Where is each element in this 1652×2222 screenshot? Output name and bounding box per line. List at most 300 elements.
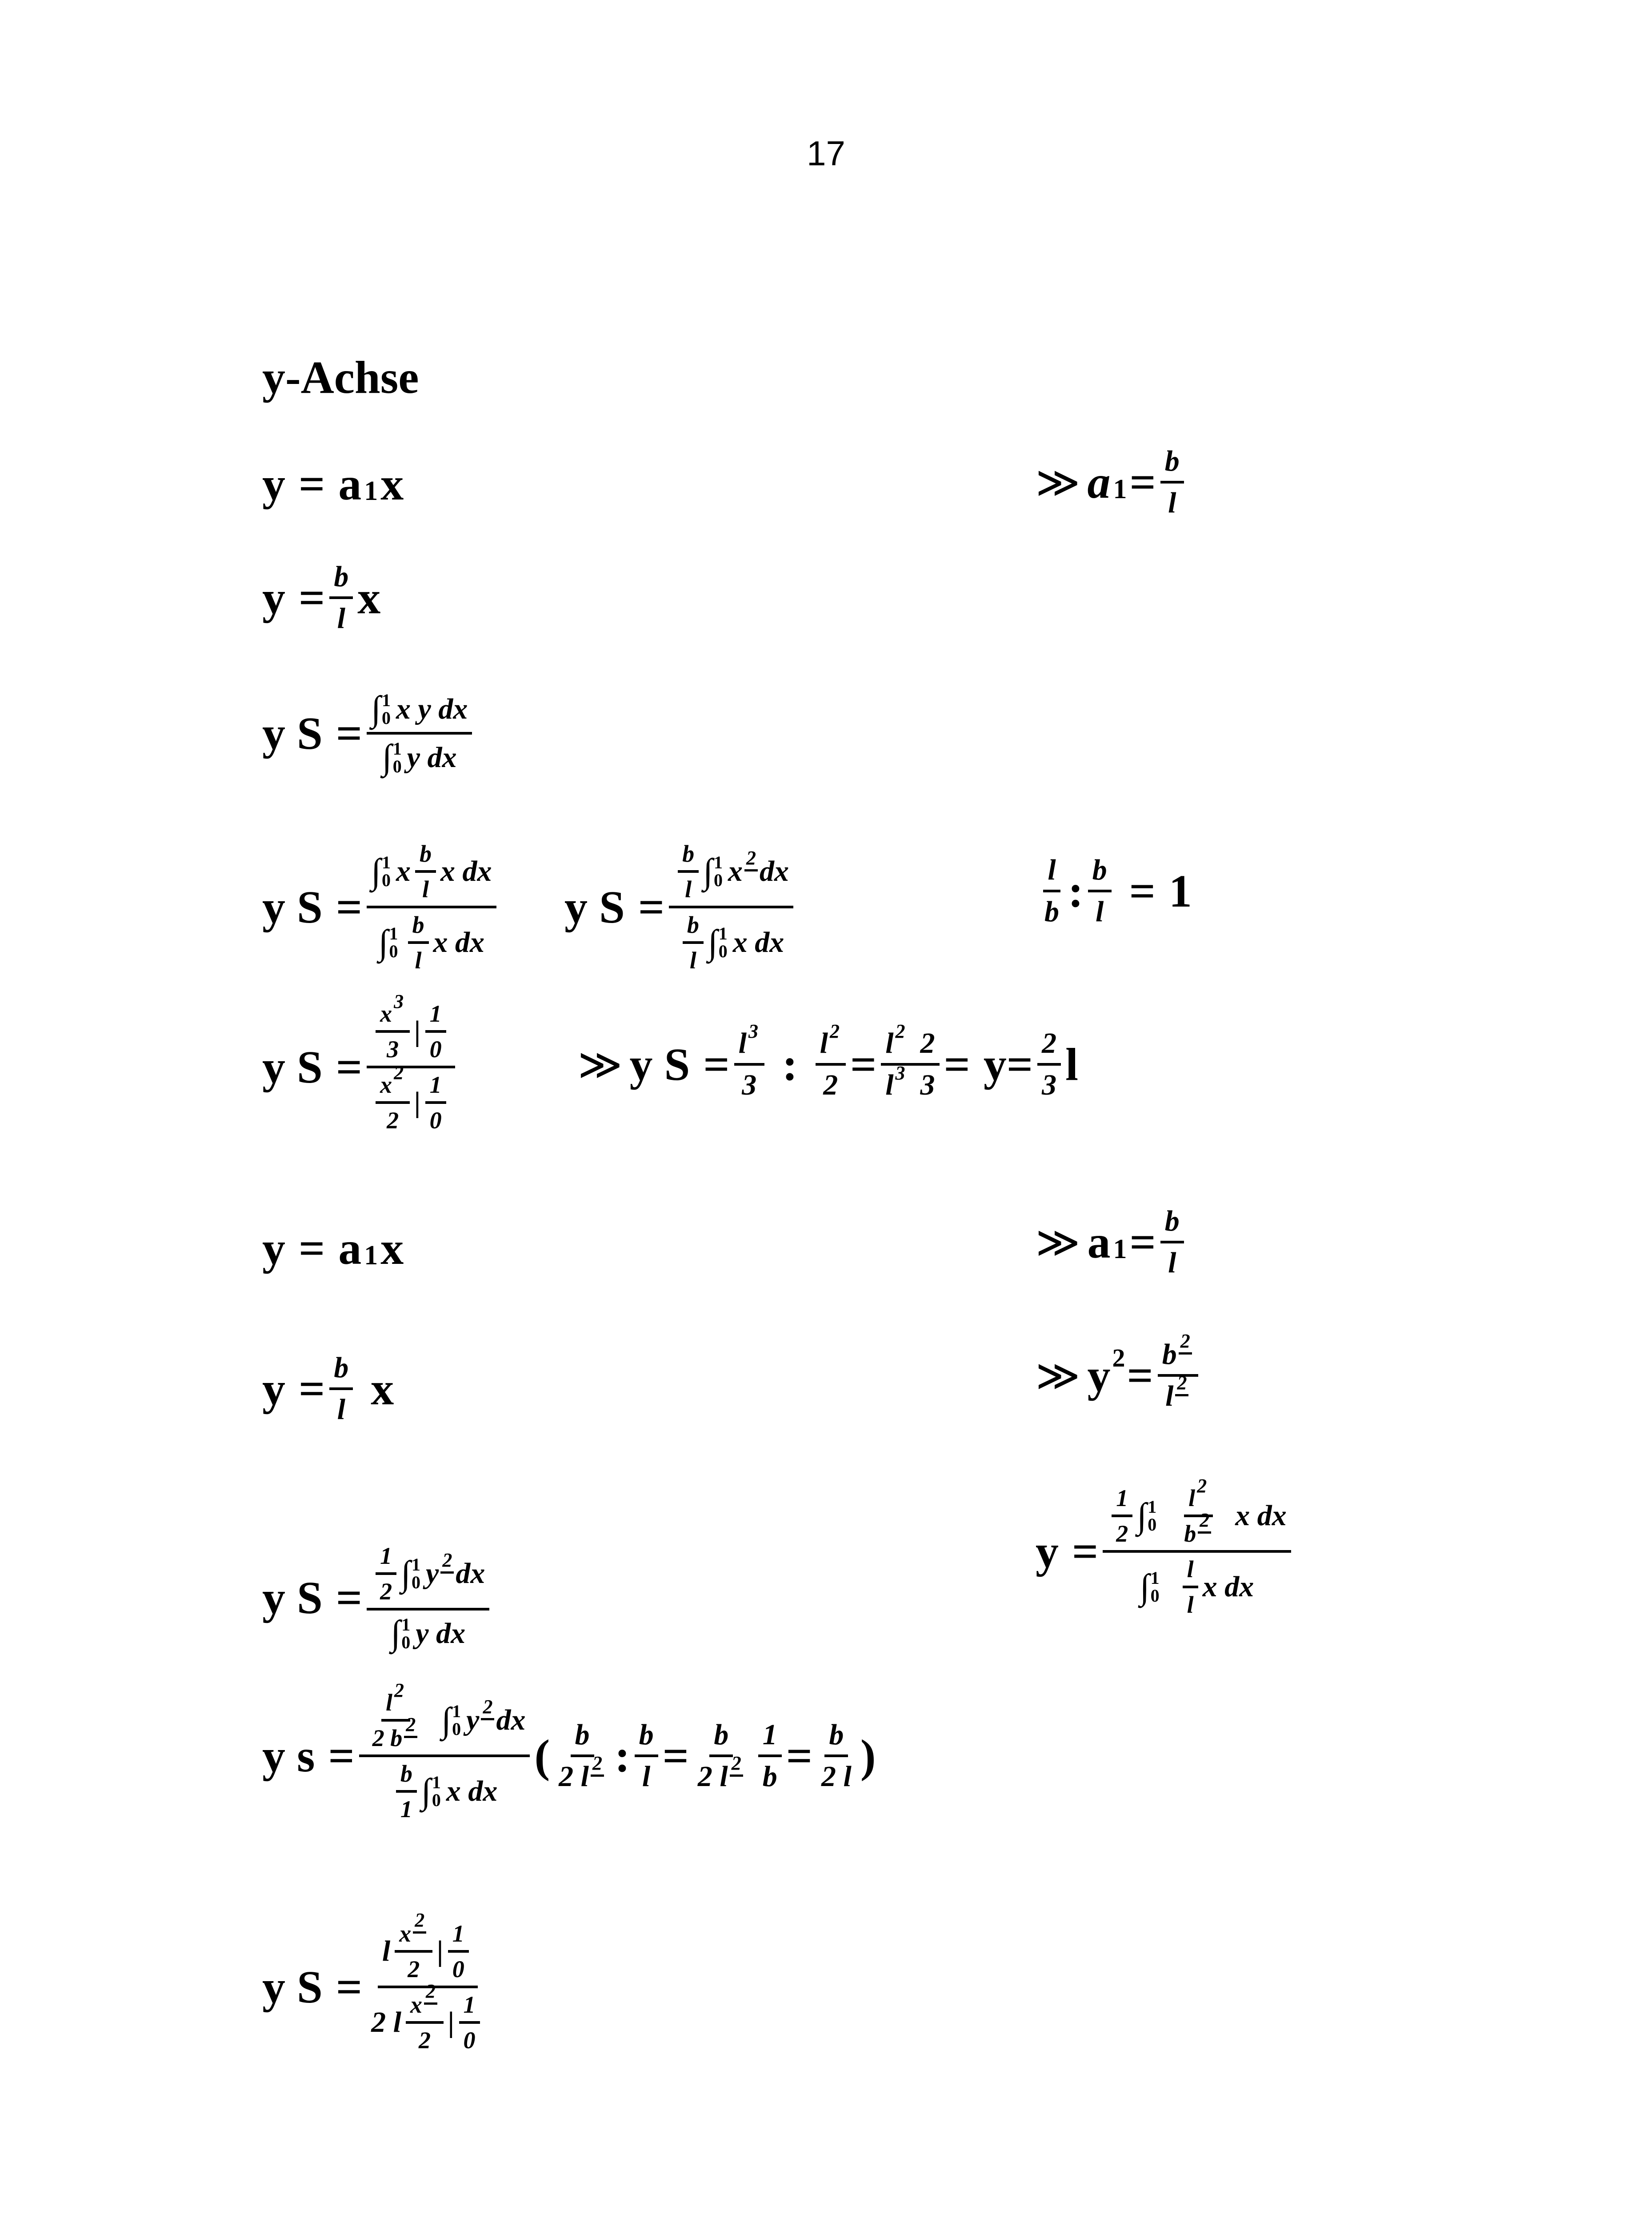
math-glyph: 1 <box>364 476 378 506</box>
math-glyph: b <box>709 1718 733 1757</box>
math-glyph: x dx <box>446 1775 498 1807</box>
math-glyph: 2 <box>591 1752 604 1777</box>
math-glyph <box>635 1718 658 1794</box>
equation-7-result <box>1036 1330 1203 1413</box>
math-glyph <box>448 1920 469 1983</box>
math-glyph <box>1088 853 1112 929</box>
math-glyph: 0 <box>401 1632 411 1652</box>
math-glyph <box>1112 1484 1132 1547</box>
math-glyph: b <box>683 911 704 944</box>
math-glyph: 0 <box>382 870 391 890</box>
math-glyph <box>412 1556 420 1591</box>
equation-1-result <box>1036 444 1188 520</box>
math-glyph <box>881 1020 939 1066</box>
math-glyph <box>669 840 793 974</box>
math-glyph: l <box>820 1027 828 1059</box>
math-glyph: ∫ <box>1140 1567 1150 1607</box>
math-glyph: = <box>299 459 325 510</box>
math-glyph: a <box>1087 1216 1111 1268</box>
math-glyph <box>693 1752 749 1794</box>
math-glyph: 0 <box>452 1956 464 1982</box>
math-glyph: 0 <box>452 1719 461 1739</box>
math-glyph: 1 <box>718 923 728 943</box>
math-glyph: b <box>1044 895 1059 928</box>
math-glyph: = <box>1129 1216 1156 1268</box>
math-glyph: 0 <box>389 941 398 961</box>
math-glyph: y <box>983 1039 1007 1090</box>
math-glyph: l <box>1065 1039 1078 1090</box>
math-glyph: a <box>338 1223 362 1274</box>
math-glyph: y <box>262 459 285 510</box>
math-glyph: l <box>1188 1485 1196 1511</box>
math-glyph <box>367 1909 488 2054</box>
math-glyph: y S <box>262 1041 323 1093</box>
math-glyph: b <box>635 1718 658 1757</box>
math-glyph: dx <box>496 1704 526 1736</box>
equation-6 <box>262 1222 404 1275</box>
math-glyph: y S <box>262 1572 323 1623</box>
math-glyph: 0 <box>382 707 391 728</box>
math-glyph <box>376 990 410 1063</box>
math-glyph: 2 <box>829 1020 840 1042</box>
math-glyph: 2 <box>1179 1330 1192 1355</box>
math-glyph: b <box>1162 1338 1177 1371</box>
math-glyph <box>881 1020 939 1102</box>
math-glyph: y S <box>629 1039 690 1090</box>
math-glyph: 2 <box>394 1061 404 1083</box>
math-glyph: 1 <box>1148 1497 1157 1517</box>
math-glyph: l <box>385 1689 392 1716</box>
math-glyph: 2 <box>1197 1475 1207 1497</box>
math-glyph: 1 <box>1150 1568 1160 1588</box>
math-glyph <box>406 1980 444 2054</box>
math-glyph: 2 <box>408 1956 420 1982</box>
math-glyph: 3 <box>1042 1069 1057 1101</box>
math-glyph: 2 <box>823 1069 838 1101</box>
math-glyph <box>367 840 496 974</box>
math-glyph: x y dx <box>396 692 468 725</box>
math-glyph <box>1103 1475 1291 1553</box>
math-glyph: 1 <box>1113 474 1127 504</box>
math-glyph: ≫ <box>1036 1219 1080 1266</box>
math-glyph: | <box>414 1086 421 1119</box>
math-glyph: 1 <box>382 690 391 710</box>
math-glyph: 2 <box>920 1027 935 1059</box>
math-glyph: y S <box>262 881 323 933</box>
math-glyph: x <box>399 1920 412 1947</box>
math-glyph: y s <box>262 1730 315 1782</box>
equation-5b <box>578 1020 1078 1102</box>
math-glyph <box>374 908 489 974</box>
math-glyph: l <box>689 947 696 974</box>
math-glyph <box>395 1909 432 1953</box>
math-glyph <box>386 1611 470 1654</box>
math-glyph: dx <box>456 1557 485 1590</box>
math-glyph <box>816 1020 846 1102</box>
math-glyph: 3 <box>394 990 404 1012</box>
math-glyph: 2 <box>744 847 758 871</box>
math-glyph: ∫ <box>703 851 713 891</box>
math-glyph: = <box>1129 456 1156 508</box>
math-glyph: x <box>728 855 743 887</box>
math-glyph: ∫ <box>371 851 381 891</box>
math-glyph <box>395 1909 432 1983</box>
math-glyph: 3 <box>895 1062 905 1084</box>
math-glyph <box>1158 1330 1198 1377</box>
math-glyph: ∫ <box>708 923 718 962</box>
math-glyph: x <box>380 1000 392 1027</box>
math-glyph: l <box>337 602 345 635</box>
math-glyph: x <box>371 1363 394 1415</box>
equation-4a <box>262 840 501 974</box>
math-glyph <box>758 1718 782 1794</box>
math-glyph: 2 <box>387 1107 399 1134</box>
math-glyph: 1 <box>392 738 402 759</box>
math-glyph: 0 <box>714 870 723 890</box>
math-glyph: ∫ <box>1137 1496 1147 1535</box>
math-glyph: ∫ <box>441 1700 452 1740</box>
math-glyph: a <box>1087 456 1111 508</box>
math-glyph <box>368 1679 424 1752</box>
math-glyph: 2 <box>895 1020 905 1042</box>
math-glyph <box>406 1980 444 2024</box>
equation-3 <box>262 689 476 778</box>
math-glyph: b <box>824 1718 848 1757</box>
math-glyph: 2 <box>730 1752 743 1777</box>
math-glyph: 3 <box>920 1069 935 1101</box>
math-glyph: l <box>642 1760 651 1793</box>
math-glyph: b <box>1160 1204 1184 1243</box>
math-glyph: | <box>414 1015 421 1047</box>
math-glyph: 2 l <box>559 1760 589 1793</box>
math-glyph: 2 <box>424 1980 437 2005</box>
math-glyph <box>408 911 429 974</box>
math-glyph: | <box>437 1935 444 1967</box>
math-glyph: 1 <box>758 1718 782 1757</box>
math-glyph: y dx <box>407 741 457 774</box>
math-glyph <box>432 1774 441 1809</box>
math-glyph: 2 <box>1112 1343 1125 1372</box>
equation-5a <box>262 990 460 1134</box>
math-glyph: y S <box>262 1961 323 2013</box>
math-glyph <box>452 1702 461 1738</box>
math-glyph <box>734 1020 764 1102</box>
math-glyph <box>881 1062 939 1102</box>
equation-2 <box>262 560 380 635</box>
math-glyph: l <box>685 876 692 903</box>
math-glyph: b <box>762 1760 777 1793</box>
math-glyph: y dx <box>416 1617 466 1650</box>
math-glyph <box>714 854 723 889</box>
math-glyph: 2 <box>394 1679 404 1701</box>
math-glyph <box>554 1752 610 1794</box>
math-glyph: 2 <box>481 1695 494 1720</box>
math-glyph: 1 <box>448 1920 469 1953</box>
equation-8b <box>1036 1475 1296 1619</box>
math-glyph: 3 <box>742 1069 757 1101</box>
math-glyph <box>393 740 402 775</box>
math-glyph <box>329 560 353 635</box>
math-glyph: = <box>1006 1039 1033 1090</box>
math-glyph <box>734 1020 764 1066</box>
math-glyph: 0 <box>392 756 402 776</box>
math-glyph: = <box>1129 865 1156 917</box>
math-glyph: x <box>380 1071 392 1098</box>
math-glyph <box>401 1616 410 1651</box>
math-glyph: = <box>299 1363 325 1415</box>
math-glyph: y <box>426 1557 439 1590</box>
math-glyph <box>1160 444 1184 520</box>
math-glyph: b <box>1184 1520 1196 1547</box>
math-glyph: 1 <box>432 1772 441 1792</box>
equation-1 <box>262 458 404 511</box>
math-glyph: 1 <box>400 1796 412 1822</box>
equation-6-result <box>1036 1204 1188 1280</box>
math-glyph <box>1180 1475 1217 1547</box>
math-glyph <box>1158 1330 1198 1413</box>
math-glyph: x dx <box>732 926 784 959</box>
math-glyph: y <box>262 1363 285 1415</box>
math-glyph: b <box>678 840 699 873</box>
math-glyph: : <box>782 1039 798 1090</box>
math-glyph: 1 <box>714 852 723 872</box>
math-glyph <box>367 840 496 908</box>
math-glyph: = <box>1072 1526 1099 1577</box>
math-glyph: l <box>415 947 422 974</box>
math-glyph: dx <box>760 855 789 887</box>
math-glyph: 1 <box>1113 1234 1127 1264</box>
math-glyph: ∫ <box>378 923 388 962</box>
math-glyph: 1 <box>412 1555 421 1575</box>
math-glyph: ∫ <box>421 1771 431 1811</box>
math-glyph <box>367 1542 489 1654</box>
math-glyph: x dx <box>440 855 492 887</box>
math-glyph <box>816 1020 846 1066</box>
math-glyph: ∫ <box>401 1554 411 1593</box>
math-glyph: x <box>396 855 411 887</box>
math-glyph <box>359 1679 530 1757</box>
math-glyph: 1 <box>425 1071 446 1104</box>
math-glyph: l <box>1043 853 1060 892</box>
math-glyph: 1 <box>364 1240 378 1271</box>
math-glyph <box>367 689 472 735</box>
math-glyph <box>1160 1204 1184 1280</box>
math-glyph: 1 <box>389 923 398 943</box>
equation-10 <box>262 1909 493 2054</box>
math-glyph: : <box>614 1730 630 1782</box>
equation-4b <box>564 840 798 974</box>
math-glyph <box>683 911 704 974</box>
math-glyph: = <box>336 707 363 759</box>
math-glyph <box>367 990 455 1068</box>
math-glyph: y <box>262 1223 285 1274</box>
math-glyph <box>415 840 436 903</box>
math-glyph: = <box>850 1039 877 1090</box>
math-glyph: ∫ <box>391 1614 401 1653</box>
math-glyph: ≫ <box>578 1041 623 1088</box>
math-glyph <box>359 1679 530 1823</box>
math-glyph <box>719 925 728 960</box>
math-glyph <box>1161 1372 1195 1413</box>
math-glyph: l <box>337 1393 345 1426</box>
math-glyph <box>817 1718 856 1794</box>
math-glyph: l <box>1187 1591 1194 1618</box>
math-glyph: b <box>408 911 429 944</box>
math-glyph: | <box>448 2006 455 2038</box>
math-glyph: y S <box>262 707 323 759</box>
math-glyph: l <box>738 1027 747 1059</box>
math-glyph <box>367 1980 488 2054</box>
equation-7 <box>262 1351 394 1427</box>
page-number: 17 <box>807 134 845 173</box>
equation-9 <box>262 1679 876 1823</box>
math-glyph: = <box>299 1223 325 1274</box>
math-glyph: l <box>885 1069 894 1101</box>
math-glyph: 0 <box>429 1036 442 1063</box>
math-glyph: x dx <box>433 926 485 959</box>
math-glyph: 1 <box>382 852 391 872</box>
math-glyph: x dx <box>1202 1571 1254 1603</box>
math-glyph <box>376 1542 396 1605</box>
math-glyph: 2 <box>404 1713 417 1738</box>
math-glyph: ∫ <box>371 689 381 728</box>
math-glyph: 0 <box>412 1572 421 1592</box>
math-glyph <box>329 1351 353 1427</box>
math-glyph: = <box>1127 1350 1153 1401</box>
math-glyph <box>1103 1475 1291 1619</box>
math-glyph: y <box>1036 1526 1059 1577</box>
math-glyph <box>396 1760 417 1823</box>
math-glyph <box>367 1542 489 1611</box>
math-glyph: l <box>1168 1247 1176 1279</box>
math-glyph: 2 <box>1116 1520 1128 1547</box>
math-glyph <box>376 990 410 1033</box>
math-glyph <box>367 1061 455 1134</box>
math-glyph: : <box>1068 865 1084 917</box>
math-glyph: 1 <box>425 1000 446 1033</box>
math-glyph <box>376 1061 410 1104</box>
math-glyph: 1 <box>1168 865 1192 917</box>
math-glyph <box>376 1061 410 1134</box>
math-glyph: x <box>357 572 381 623</box>
math-glyph <box>389 925 398 960</box>
math-glyph: = <box>328 1730 355 1782</box>
math-glyph <box>693 1718 749 1794</box>
math-glyph: ∫ <box>382 738 392 777</box>
math-glyph: = <box>944 1039 970 1090</box>
math-glyph <box>1148 1498 1156 1534</box>
math-glyph: l <box>1095 895 1104 928</box>
math-glyph <box>674 908 788 974</box>
equation-4c <box>1036 853 1192 929</box>
math-glyph: l <box>382 1935 391 1967</box>
math-glyph: 1 <box>401 1614 411 1635</box>
math-glyph <box>378 1909 478 1988</box>
math-glyph <box>459 1991 480 2054</box>
math-glyph: = <box>336 1572 363 1623</box>
math-glyph <box>382 854 391 889</box>
math-glyph: = <box>662 1730 689 1782</box>
math-glyph: b <box>415 840 436 873</box>
math-glyph: 2 <box>1198 1509 1211 1534</box>
math-glyph: 3 <box>748 1020 758 1042</box>
math-glyph <box>1151 1569 1160 1605</box>
math-glyph <box>425 1071 446 1134</box>
math-glyph: = <box>336 1961 363 2013</box>
math-glyph: 2 <box>1037 1027 1061 1066</box>
math-glyph: 2 l <box>697 1760 728 1793</box>
math-glyph <box>425 1000 446 1063</box>
math-glyph: b <box>329 1351 353 1390</box>
math-glyph: a <box>338 459 362 510</box>
math-glyph <box>1136 1553 1258 1619</box>
math-glyph <box>554 1718 610 1794</box>
equation-8a <box>262 1542 494 1654</box>
math-glyph <box>1040 853 1064 929</box>
math-glyph: 2 <box>1175 1371 1188 1396</box>
math-glyph: x <box>380 1223 404 1274</box>
math-glyph: 1 <box>459 1991 480 2024</box>
math-glyph: b <box>1160 444 1184 484</box>
math-glyph <box>678 840 699 903</box>
math-glyph: 2 l <box>371 2006 401 2038</box>
math-glyph <box>669 840 793 908</box>
math-glyph: b <box>1088 853 1112 892</box>
math-glyph: l <box>1165 1380 1174 1412</box>
math-glyph <box>1183 1555 1198 1619</box>
math-glyph <box>1037 1027 1061 1102</box>
math-glyph: ≫ <box>1036 459 1080 506</box>
math-glyph: l <box>1183 1555 1198 1588</box>
math-glyph: 2 l <box>821 1760 852 1793</box>
math-glyph: = <box>336 881 363 933</box>
math-glyph: l <box>422 876 429 903</box>
math-glyph: b <box>329 560 353 599</box>
math-glyph: 2 <box>440 1549 454 1574</box>
math-glyph: = <box>336 1041 363 1093</box>
math-glyph: 2 <box>418 2027 431 2054</box>
math-glyph <box>378 735 461 778</box>
math-glyph: 2 b <box>372 1725 403 1751</box>
math-glyph: l <box>1168 487 1176 519</box>
math-glyph: = <box>703 1039 730 1090</box>
math-glyph: ) <box>860 1730 876 1782</box>
math-glyph <box>367 689 472 778</box>
math-glyph <box>387 1757 502 1823</box>
math-glyph: 2 <box>413 1909 426 1934</box>
math-glyph: x dx <box>1235 1499 1287 1532</box>
math-glyph: x <box>410 1991 422 2018</box>
math-glyph: b <box>571 1718 594 1757</box>
math-glyph: y <box>466 1704 480 1736</box>
math-glyph <box>1180 1509 1217 1547</box>
math-glyph: y <box>1087 1350 1111 1401</box>
heading-y-achse: y-Achse <box>262 352 419 403</box>
math-glyph: y S <box>564 881 625 933</box>
math-glyph: b <box>396 1760 417 1793</box>
math-glyph: l <box>885 1027 894 1059</box>
math-glyph: 1 <box>1112 1484 1132 1517</box>
math-glyph <box>367 990 455 1134</box>
math-glyph: ( <box>534 1730 550 1782</box>
math-glyph: 0 <box>1148 1515 1157 1535</box>
math-glyph: = <box>638 881 665 933</box>
math-glyph: 0 <box>432 1790 441 1810</box>
math-glyph: 3 <box>387 1036 399 1063</box>
math-glyph: 0 <box>429 1107 442 1134</box>
math-glyph: = <box>299 572 325 623</box>
math-glyph: x <box>380 459 404 510</box>
